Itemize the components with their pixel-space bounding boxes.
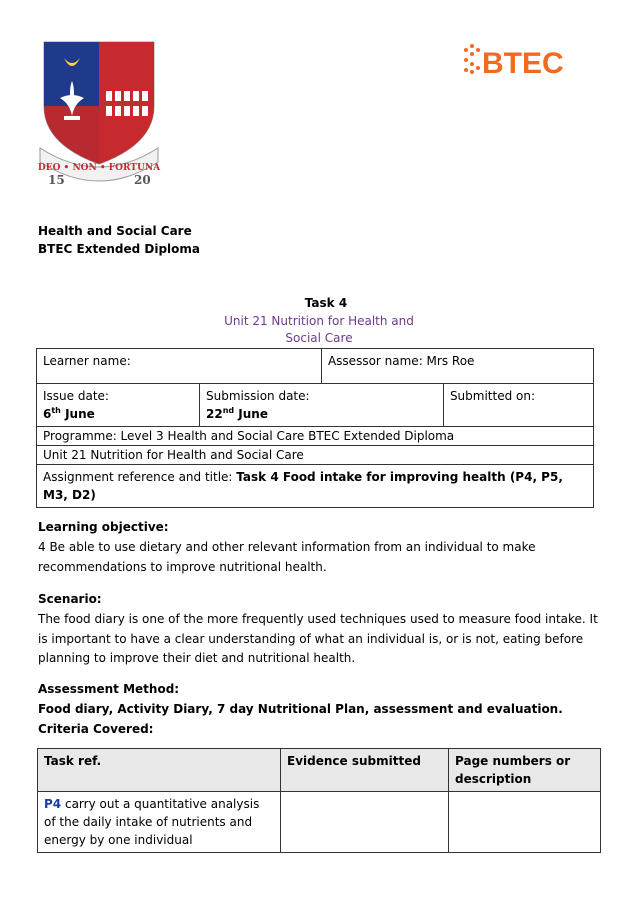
unit-cell: Unit 21 Nutrition for Health and Social Care bbox=[37, 446, 594, 465]
subject-title: Health and Social Care bbox=[38, 224, 192, 238]
pages-cell bbox=[449, 792, 601, 853]
assessment-heading: Assessment Method: bbox=[38, 682, 180, 696]
btec-logo bbox=[462, 40, 582, 80]
table-row bbox=[37, 349, 594, 384]
learner-name-cell: Learner name: bbox=[37, 349, 322, 384]
evidence-cell bbox=[281, 792, 449, 853]
criteria-heading: Criteria Covered: bbox=[38, 721, 154, 736]
programme-cell: Programme: Level 3 Health and Social Care BTEC Extended Diploma bbox=[37, 427, 594, 446]
learning-objective-section bbox=[38, 518, 598, 577]
submitted-on-cell: Submitted on: bbox=[443, 384, 593, 427]
table-row bbox=[38, 792, 601, 853]
table-row bbox=[37, 427, 594, 446]
svg-text:20: 20 bbox=[134, 173, 151, 187]
scenario-section bbox=[38, 590, 598, 669]
svg-text:BTEC: BTEC bbox=[482, 47, 564, 80]
table-row bbox=[37, 384, 594, 427]
header-task-ref: Task ref. bbox=[38, 749, 281, 792]
assessment-section bbox=[38, 680, 598, 739]
assignment-title-cell: Assignment reference and title: Task 4 Food intake for improving health (P4, P5, M3, D2) bbox=[37, 465, 594, 508]
table-row bbox=[37, 465, 594, 508]
task-title: Task 4 bbox=[304, 296, 348, 310]
assessor-name-cell: Assessor name: Mrs Roe bbox=[321, 349, 593, 384]
qualification-title: BTEC Extended Diploma bbox=[38, 242, 200, 256]
table-header-row bbox=[38, 749, 601, 792]
svg-text:15: 15 bbox=[48, 173, 65, 187]
submission-date-cell: Submission date: 22nd June bbox=[200, 384, 444, 427]
scenario-text: The food diary is one of the more frequently used techniques used to measure food intake. It is important to have a clear understanding of what an individual is, or is not, eating before planning to improve their diet and nutritional health. bbox=[38, 611, 598, 666]
criteria-description-cell: P4 carry out a quantitative analysis of the daily intake of nutrients and energy by one individual bbox=[38, 792, 281, 853]
issue-date-cell: Issue date: 6th June bbox=[37, 384, 200, 427]
school-crest-logo bbox=[34, 36, 164, 191]
unit-title-line1: Unit 21 Nutrition for Health and bbox=[224, 314, 414, 328]
svg-text:DEO • NON • FORTUNA: DEO • NON • FORTUNA bbox=[37, 163, 161, 173]
header-page-numbers: Page numbers or description bbox=[449, 749, 601, 792]
criteria-table bbox=[37, 748, 601, 853]
unit-title-line2: Social Care bbox=[285, 331, 353, 345]
header-evidence: Evidence submitted bbox=[281, 749, 449, 792]
assessment-method: Food diary, Activity Diary, 7 day Nutritional Plan, assessment and evaluation. bbox=[38, 701, 563, 716]
table-row bbox=[37, 446, 594, 465]
learning-objective-heading: Learning objective: bbox=[38, 520, 169, 534]
learning-objective-text: 4 Be able to use dietary and other relevant information from an individual to make recommendations to improve nutritional health. bbox=[38, 539, 536, 574]
scenario-heading: Scenario: bbox=[38, 592, 102, 606]
assignment-info-table bbox=[36, 348, 594, 508]
